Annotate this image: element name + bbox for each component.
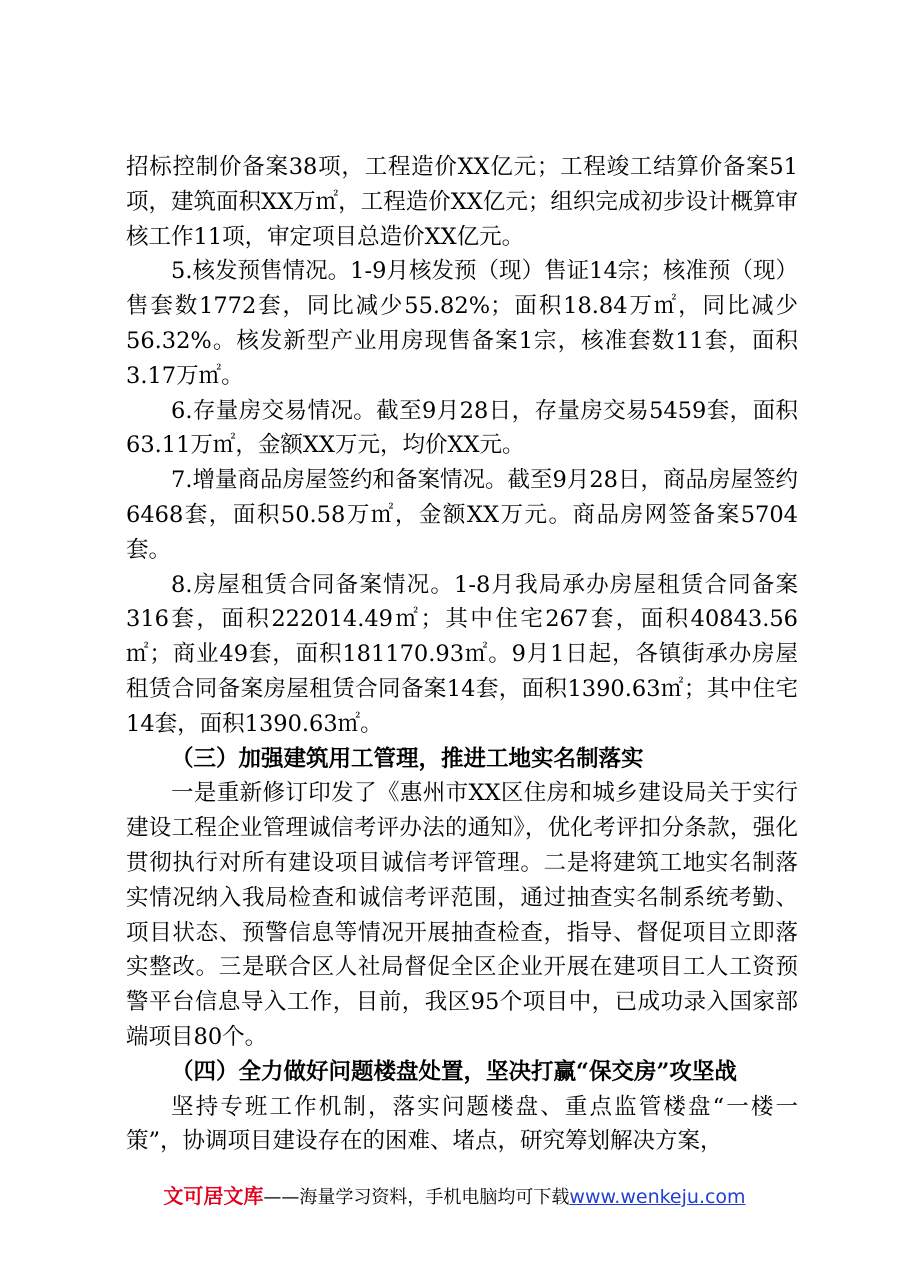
- paragraph-1: 招标控制价备案38项，工程造价XX亿元；工程竣工结算价备案51项，建筑面积XX万㎡，工程造价XX亿元；组织完成初步设计概算审核工作11项，审定项目总造价XX亿元。: [126, 154, 798, 250]
- paragraph-2: 5.核发预售情况。1-9月核发预（现）售证14宗；核准预（现）售套数1772套，同比减少55.82%；面积18.84万㎡，同比减少56.32%。核发新型产业用房现售备案1宗，核准套数11套，面积3.17万㎡。: [126, 258, 798, 389]
- paragraph-4: 7.增量商品房屋签约和备案情况。截至9月28日，商品房屋签约6468套，面积50.58万㎡，金额XX万元。商品房网签备案5704套。: [126, 467, 798, 563]
- paragraph-3: 6.存量房交易情况。截至9月28日，存量房交易5459套，面积63.11万㎡，金额XX万元，均价XX元。: [126, 397, 798, 459]
- section-heading-3: （三）加强建筑用工管理，推进工地实名制落实: [171, 745, 644, 772]
- document-body: [126, 150, 798, 1159]
- footer-slogan: ——海量学习资料，手机电脑均可下载: [263, 1187, 570, 1208]
- footer-website-link[interactable]: www.wenkeju.com: [569, 1186, 746, 1208]
- paragraph-6: 一是重新修订印发了《惠州市XX区住房和城乡建设局关于实行建设工程企业管理诚信考评办法的通知》，优化考评扣分条款，强化贯彻执行对所有建设项目诚信考评管理。二是将建筑工地实名制落实情况纳入我局检查和诚信考评范围，通过抽查实名制系统考勤、项目状态、预警信息等情况开展抽查检查，指导、督促项目立即落实整改。三是联合区人社局督促全区企业开展在建项目工人工资预警平台信息导入工作，目前，我区95个项目中，已成功录入国家部端项目80个。: [126, 780, 798, 1050]
- paragraph-7: 坚持专班工作机制，落实问题楼盘、重点监管楼盘“一楼一策”，协调项目建设存在的困难、堵点，研究筹划解决方案，: [126, 1093, 798, 1155]
- footer-brand: 文可居文库: [163, 1184, 264, 1208]
- section-heading-4: （四）全力做好问题楼盘处置，坚决打赢“保交房”攻坚战: [171, 1058, 737, 1085]
- paragraph-5: 8.房屋租赁合同备案情况。1-8月我局承办房屋租赁合同备案316套，面积222014.49㎡；其中住宅267套，面积40843.56㎡；商业49套，面积181170.93㎡。9月1日起，各镇街承办房屋租赁合同备案房屋租赁合同备案14套，面积1390.63㎡；其中住宅14套，面积1390.63㎡。: [126, 571, 798, 737]
- footer-banner: [0, 1180, 909, 1209]
